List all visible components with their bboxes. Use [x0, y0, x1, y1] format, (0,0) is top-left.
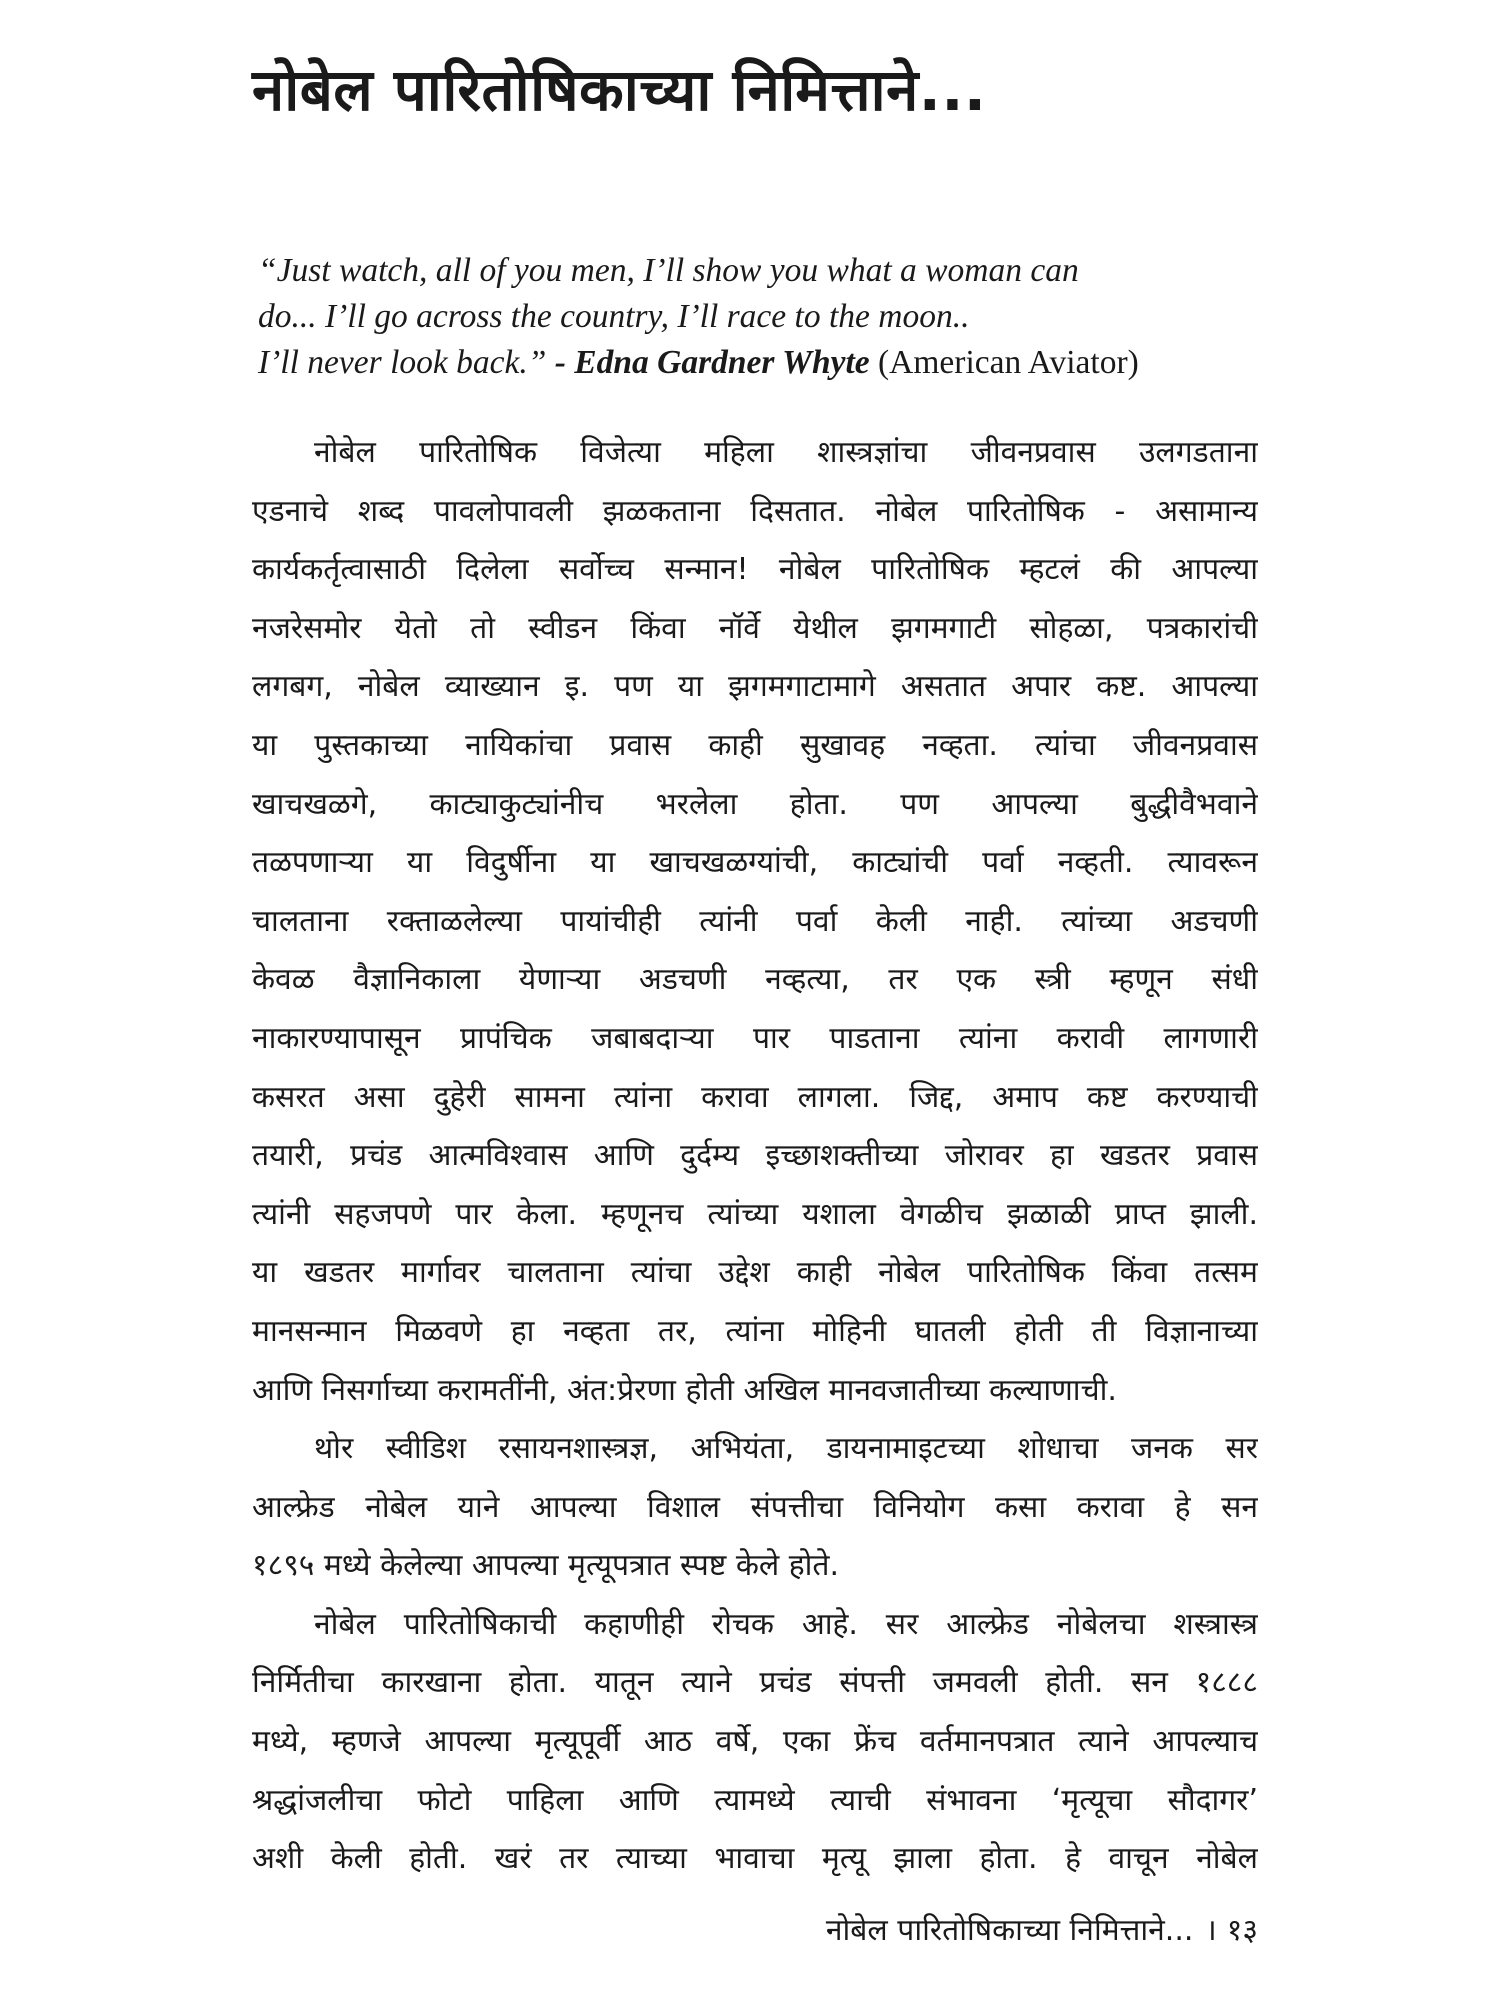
epigraph-line-1: “Just watch, all of you men, I’ll show you what a woman can — [258, 252, 1079, 289]
footer-separator: । — [1205, 1913, 1217, 1948]
body-line: थोर स्वीडिश रसायनशास्त्रज्ञ, अभियंता, डायनामाइटच्या शोधाचा जनक सर — [314, 1431, 1258, 1467]
book-page — [252, 0, 1258, 2000]
body-line: नोबेल पारितोषिक विजेत्या महिला शास्त्रज्ञांचा जीवनप्रवास उलगडताना — [314, 435, 1258, 470]
body-line: तळपणाऱ्या या विदुर्षीना या खाचखळग्यांची, काट्यांची पर्वा नव्हती. त्यावरून — [252, 845, 1258, 881]
body-line: मध्ये, म्हणजे आपल्या मृत्यूपूर्वी आठ वर्षे, एका फ्रेंच वर्तमानपत्रात त्याने आपल्याच — [252, 1724, 1258, 1760]
body-text — [252, 424, 1258, 1889]
epigraph-line-2: do... I’ll go across the country, I’ll race to the moon.. — [258, 298, 970, 335]
body-line: १८९५ मध्ये केलेल्या आपल्या मृत्यूपत्रात स्पष्ट केले होते. — [252, 1548, 840, 1584]
body-line: मानसन्मान मिळवणे हा नव्हता तर, त्यांना मोहिनी घातली होती ती विज्ञानाच्या — [252, 1313, 1258, 1349]
body-line: एडनाचे शब्द पावलोपावली झळकताना दिसतात. नोबेल पारितोषिक - असामान्य — [252, 493, 1258, 529]
body-line: नोबेल पारितोषिकाची कहाणीही रोचक आहे. सर आल्फ्रेड नोबेलचा शस्त्रास्त्र — [314, 1606, 1258, 1642]
epigraph-author: - Edna Gardner Whyte — [554, 344, 870, 381]
body-line: नाकारण्यापासून प्रापंचिक जबाबदाऱ्या पार पाडताना त्यांना करावी लागणारी — [252, 1020, 1258, 1056]
page-footer — [826, 1908, 1258, 1949]
body-line: कसरत असा दुहेरी सामना त्यांना करावा लागला. जिद्द, अमाप कष्ट करण्याची — [252, 1079, 1258, 1115]
body-line: निर्मितीचा कारखाना होता. यातून त्याने प्रचंड संपत्ती जमवली होती. सन १८८८ — [252, 1665, 1258, 1701]
body-line: त्यांनी सहजपणे पार केला. म्हणूनच त्यांच्या यशाला वेगळीच झळाळी प्राप्त झाली. — [252, 1196, 1258, 1232]
body-line: खाचखळगे, काट्याकुट्यांनीच भरलेला होता. पण आपल्या बुद्धीवैभवाने — [252, 786, 1258, 822]
body-line: कार्यकर्तृत्वासाठी दिलेला सर्वोच्च सन्मान! नोबेल पारितोषिक म्हटलं की आपल्या — [252, 552, 1258, 588]
running-title: नोबेल पारितोषिकाच्या निमित्ताने... — [825, 1913, 1194, 1948]
epigraph-line-3 — [258, 340, 1258, 386]
body-line: आल्फ्रेड नोबेल याने आपल्या विशाल संपत्तीचा विनियोग कसा करावा हे सन — [252, 1489, 1258, 1525]
epigraph-quote-end: I’ll never look back.” — [258, 344, 547, 381]
body-line: लगबग, नोबेल व्याख्यान इ. पण या झगमगाटामागे असतात अपार कष्ट. आपल्या — [252, 669, 1258, 705]
epigraph-author-role: (American Aviator) — [878, 344, 1139, 381]
body-line: या खडतर मार्गावर चालताना त्यांचा उद्देश काही नोबेल पारितोषिक किंवा तत्सम — [252, 1255, 1258, 1291]
body-line: अशी केली होती. खरं तर त्याच्या भावाचा मृत्यू झाला होता. हे वाचून नोबेल — [252, 1841, 1258, 1877]
body-line: श्रद्धांजलीचा फोटो पाहिला आणि त्यामध्ये त्याची संभावना ‘मृत्यूचा सौदागर’ — [252, 1782, 1258, 1818]
body-line: चालताना रक्ताळलेल्या पायांचीही त्यांनी पर्वा केली नाही. त्यांच्या अडचणी — [252, 903, 1258, 939]
chapter-title: नोबेल पारितोषिकाच्या निमित्ताने... — [252, 56, 987, 124]
body-line: आणि निसर्गाच्या करामतींनी, अंत:प्रेरणा होती अखिल मानवजातीच्या कल्याणाची. — [252, 1372, 1117, 1408]
body-line: या पुस्तकाच्या नायिकांचा प्रवास काही सुखावह नव्हता. त्यांचा जीवनप्रवास — [252, 727, 1258, 763]
body-line: नजरेसमोर येतो तो स्वीडन किंवा नॉर्वे येथील झगमगाटी सोहळा, पत्रकारांची — [252, 610, 1258, 646]
page-number: १३ — [1226, 1913, 1258, 1948]
body-line: तयारी, प्रचंड आत्मविश्वास आणि दुर्दम्य इच्छाशक्तीच्या जोरावर हा खडतर प्रवास — [252, 1138, 1258, 1174]
body-line: केवळ वैज्ञानिकाला येणाऱ्या अडचणी नव्हत्या, तर एक स्त्री म्हणून संधी — [252, 962, 1258, 998]
epigraph-quote — [258, 248, 1258, 386]
